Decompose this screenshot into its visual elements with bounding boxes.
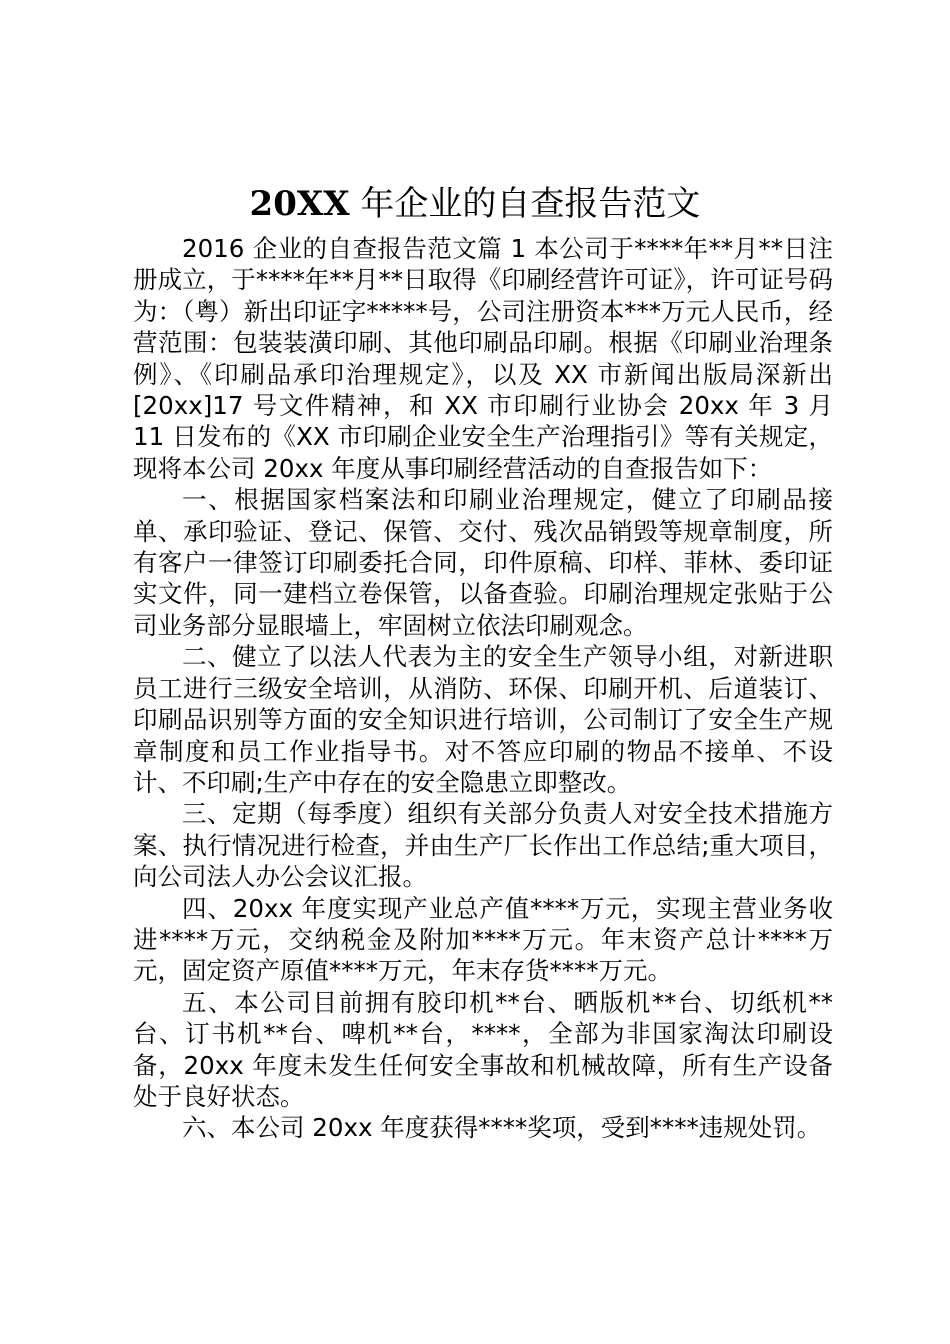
paragraph-3: 三、定期（每季度）组织有关部分负责人对安全技术措施方案、执行情况进行检查，并由生产厂长作出工作总结;重大项目，向公司法人办公会议汇报。 [133,799,833,892]
title-year: 20XX [249,184,350,224]
document-body [133,233,833,1144]
paragraph-4: 四、20xx 年度实现产业总产值****万元，实现主营业务收进****万元，交纳税金及附加****万元。年末资产总计****万元，固定资产原值****万元，年末存货****万元。 [133,893,833,986]
title-text: 年企业的自查报告范文 [349,184,701,224]
paragraph-intro: 2016 企业的自查报告范文篇 1 本公司于****年**月**日注册成立，于****年**月**日取得《印刷经营许可证》，许可证号码为：（粤）新出印证字*****号，公司注册资本***万元人民币，经营范围：包装装潢印刷、其他印刷品印刷。根据《印刷业治理条例》、《印刷品承印治理规定》，以及 XX 市新闻出版局深新出[20xx]17 号文件精神，和 XX 市印刷行业协会 20xx 年 3 月 11 日发布的《XX 市印刷企业安全生产治理指引》等有关规定，现将本公司 20xx 年度从事印刷经营活动的自查报告如下： [133,234,833,483]
paragraph-6: 六、本公司 20xx 年度获得****奖项，受到****违规处罚。 [182,1113,822,1143]
document-title [0,180,950,228]
paragraph-1: 一、根据国家档案法和印刷业治理规定，健立了印刷品接单、承印验证、登记、保管、交付、残次品销毁等规章制度，所有客户一律签订印刷委托合同，印件原稿、印样、菲林、委印证实文件，同一建档立卷保管，以备查验。印刷治理规定张贴于公司业务部分显眼墙上，牢固树立依法印刷观念。 [133,485,833,640]
paragraph-5: 五、本公司目前拥有胶印机**台、晒版机**台、切纸机**台、订书机**台、啤机**台，****，全部为非国家淘汰印刷设备，20xx 年度未发生任何安全事故和机械故障，所有生产设备处于良好状态。 [133,987,833,1111]
paragraph-2: 二、健立了以法人代表为主的安全生产领导小组，对新进职员工进行三级安全培训，从消防、环保、印刷开机、后道装订、印刷品识别等方面的安全知识进行培训，公司制订了安全生产规章制度和员工作业指导书。对不答应印刷的物品不接单、不设计、不印刷;生产中存在的安全隐患立即整改。 [133,642,833,797]
